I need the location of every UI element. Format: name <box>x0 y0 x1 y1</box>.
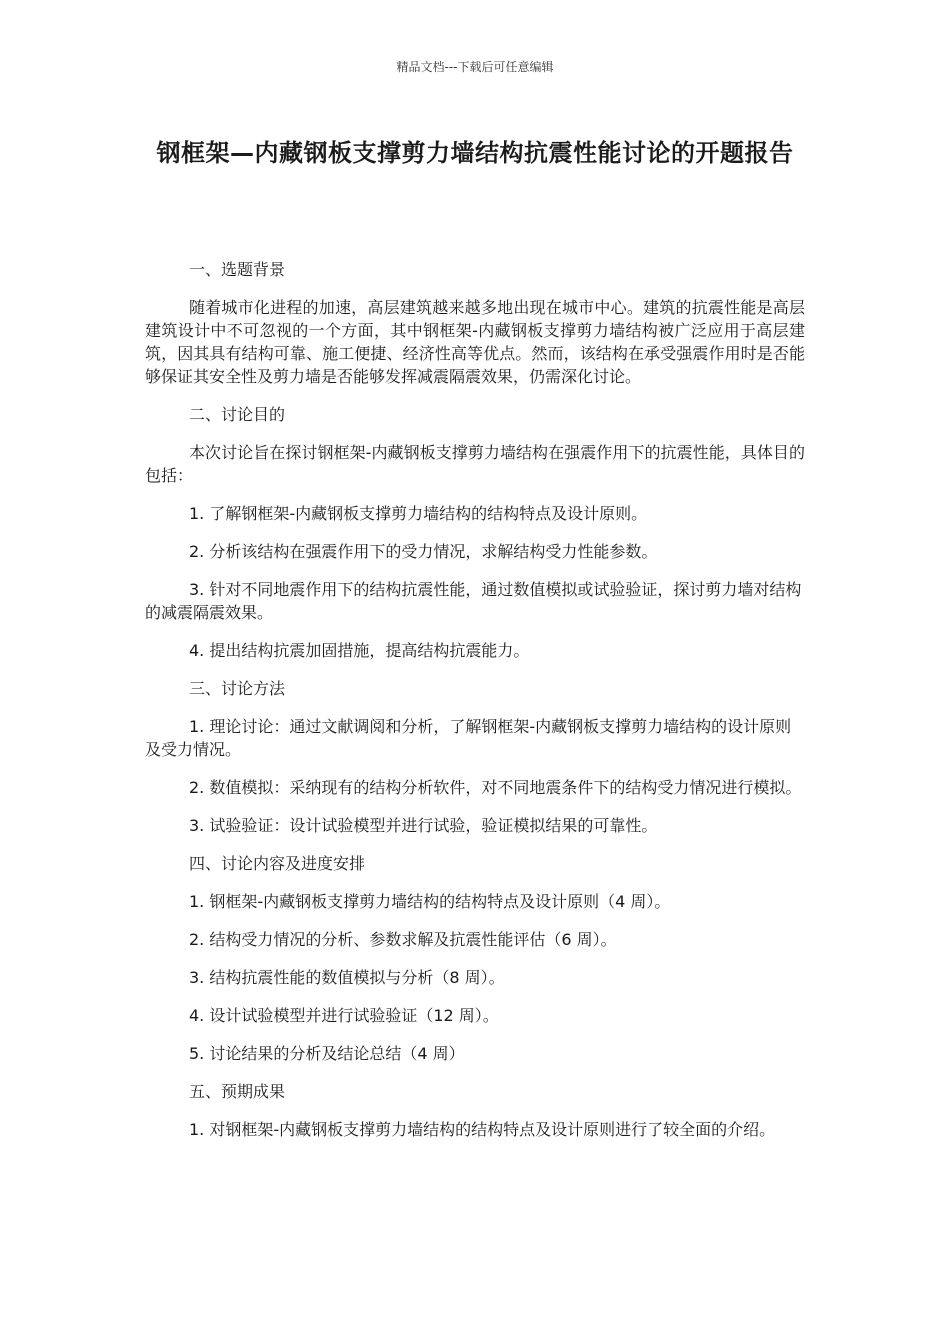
method-item: 3. 试验验证：设计试验模型并进行试验，验证模拟结果的可靠性。 <box>189 816 658 835</box>
purpose-item: 2. 分析该结构在强震作用下的受力情况，求解结构受力性能参数。 <box>189 542 658 561</box>
method-item: 1. 理论讨论：通过文献调阅和分析，了解钢框架-内藏钢板支撑剪力墙结构的设计原则及受力情况。 <box>145 717 792 759</box>
purpose-item: 3. 针对不同地震作用下的结构抗震性能，通过数值模拟或试验验证，探讨剪力墙对结构的减震隔震效果。 <box>145 580 802 622</box>
section-heading-purpose: 二、讨论目的 <box>189 405 286 424</box>
section-heading-outcomes: 五、预期成果 <box>189 1082 286 1101</box>
page-header-note: 精品文档---下载后可任意编辑 <box>396 60 554 74</box>
section-heading-schedule: 四、讨论内容及进度安排 <box>189 854 366 873</box>
schedule-item: 1. 钢框架-内藏钢板支撑剪力墙结构的结构特点及设计原则（4 周）。 <box>189 892 671 911</box>
schedule-item: 4. 设计试验模型并进行试验验证（12 周）。 <box>189 1006 499 1025</box>
background-paragraph: 随着城市化进程的加速，高层建筑越来越多地出现在城市中心。建筑的抗震性能是高层建筑设计中不可忽视的一个方面，其中钢框架-内藏钢板支撑剪力墙结构被广泛应用于高层建筑，因其具有结构可靠、施工便捷、经济性高等优点。然而，该结构在承受强震作用时是否能够保证其安全性及剪力墙是否能够发挥减震隔震效果，仍需深化讨论。 <box>145 298 805 386</box>
schedule-item: 5. 讨论结果的分析及结论总结（4 周） <box>189 1044 465 1063</box>
method-item: 2. 数值模拟：采纳现有的结构分析软件，对不同地震条件下的结构受力情况进行模拟。 <box>189 778 802 797</box>
document-title: 钢框架—内藏钢板支撑剪力墙结构抗震性能讨论的开题报告 <box>156 139 794 167</box>
purpose-paragraph: 本次讨论旨在探讨钢框架-内藏钢板支撑剪力墙结构在强震作用下的抗震性能，具体目的包括： <box>145 443 805 485</box>
section-heading-background: 一、选题背景 <box>189 260 286 279</box>
purpose-item: 4. 提出结构抗震加固措施，提高结构抗震能力。 <box>189 641 530 660</box>
outcome-item: 1. 对钢框架-内藏钢板支撑剪力墙结构的结构特点及设计原则进行了较全面的介绍。 <box>189 1120 776 1139</box>
purpose-item: 1. 了解钢框架-内藏钢板支撑剪力墙结构的结构特点及设计原则。 <box>189 504 648 523</box>
schedule-item: 2. 结构受力情况的分析、参数求解及抗震性能评估（6 周）。 <box>189 930 617 949</box>
schedule-item: 3. 结构抗震性能的数值模拟与分析（8 周）。 <box>189 968 505 987</box>
section-heading-methods: 三、讨论方法 <box>189 679 286 698</box>
document-body <box>145 258 805 1156</box>
